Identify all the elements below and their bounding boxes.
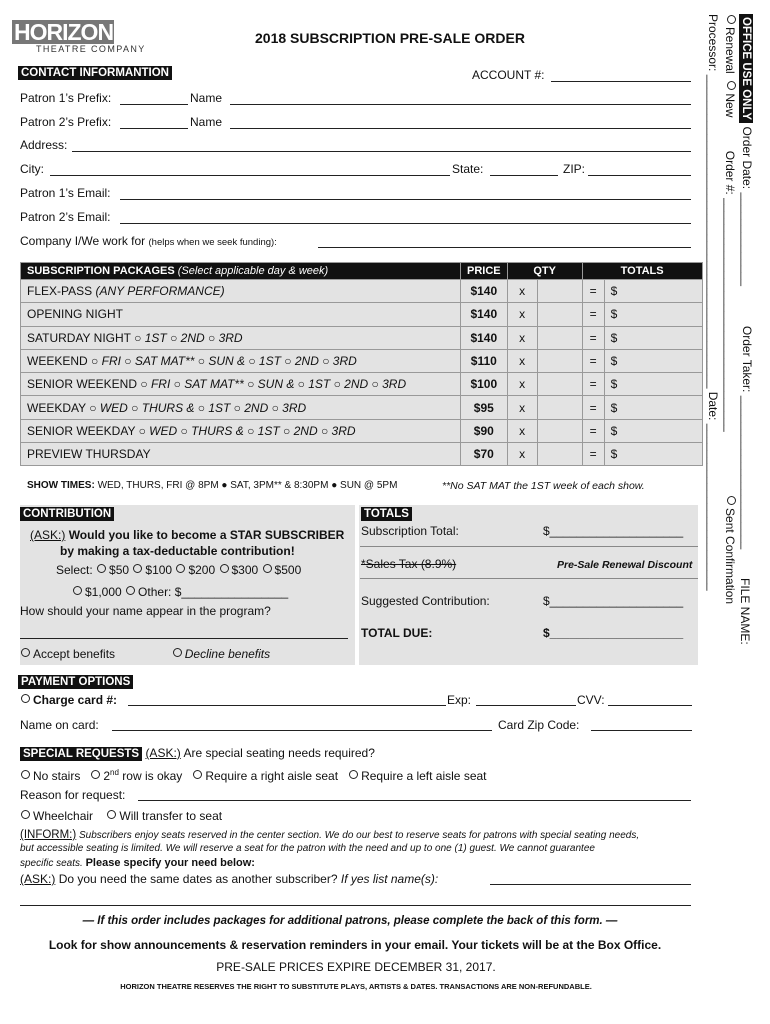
same-dates-field-2[interactable] — [20, 905, 691, 906]
inform-text-3: specific seats. — [20, 858, 83, 869]
renewal-discount-label: Pre-Sale Renewal Discount — [557, 559, 693, 571]
radio-wheelchair[interactable] — [21, 810, 30, 819]
package-price: $100 — [461, 373, 508, 396]
package-total-dollar: $ — [610, 354, 618, 369]
package-total-input[interactable] — [604, 280, 702, 303]
same-dates-ask: (ASK:) — [20, 872, 56, 886]
package-total-dollar: $ — [610, 307, 618, 322]
reason-field[interactable] — [138, 800, 691, 801]
package-name: WEEKEND — [27, 354, 88, 369]
packages-header — [21, 263, 461, 280]
second-row-suffix: nd — [110, 768, 119, 777]
package-row — [21, 280, 703, 303]
radio-100[interactable] — [133, 564, 142, 573]
package-qty-input[interactable] — [537, 443, 582, 466]
patron2-name-label: Name — [190, 115, 223, 129]
totals-divider-2 — [360, 578, 698, 579]
card-zip-label: Card Zip Code: — [498, 718, 580, 732]
special-question: Are special seating needs required? — [183, 746, 375, 760]
office-column-3: Processor: _______________________________________________ Date: _________________________ — [706, 14, 720, 591]
inform-line3 — [20, 857, 255, 869]
seating-options — [20, 768, 487, 783]
radio-accept-benefits[interactable] — [21, 648, 30, 657]
package-x: x — [507, 443, 537, 466]
package-label-cell — [21, 443, 461, 466]
radio-1000[interactable] — [73, 586, 82, 595]
patron1-prefix-field[interactable] — [120, 104, 188, 105]
suggested-contribution-label: Suggested Contribution: — [361, 594, 490, 608]
second-row-text: row is okay — [118, 769, 183, 783]
zip-field[interactable] — [588, 175, 691, 176]
package-name: OPENING NIGHT — [27, 307, 124, 322]
cvv-field[interactable] — [608, 705, 692, 706]
package-total-input[interactable] — [604, 303, 702, 326]
package-label-cell — [21, 396, 461, 419]
radio-other[interactable] — [126, 586, 135, 595]
sales-tax-label: *Sales Tax (8.9%) — [361, 557, 457, 571]
suggested-contribution-field[interactable]: $____________________ — [543, 594, 684, 608]
package-qty-input[interactable] — [537, 419, 582, 442]
new-label: New — [723, 93, 737, 118]
address-field[interactable] — [72, 151, 691, 152]
contribution-options — [56, 563, 301, 577]
patron1-name-label: Name — [190, 91, 223, 105]
footer-expiry: PRE-SALE PRICES EXPIRE DECEMBER 31, 2017. — [216, 960, 496, 974]
packages-header-note: (Select applicable day & week) — [177, 265, 329, 277]
package-note: ○ 1ST ○ 2ND ○ 3RD — [134, 330, 243, 345]
radio-new[interactable] — [727, 81, 736, 90]
package-total-dollar: $ — [610, 447, 618, 462]
patron1-name-field[interactable] — [230, 104, 691, 105]
package-x: x — [507, 373, 537, 396]
radio-right-aisle[interactable] — [193, 770, 202, 779]
footer-announcements: Look for show announcements & reservation reminders in your email. Your tickets will be at the Box Office. — [48, 938, 662, 952]
file-name-label: FILE NAME: — [738, 578, 752, 645]
charge-card-label — [20, 693, 117, 707]
company-field[interactable] — [318, 247, 691, 248]
order-date-label: Order Date: — [740, 126, 754, 190]
renewal-label: Renewal — [723, 27, 737, 74]
package-equals: = — [582, 349, 604, 372]
package-equals: = — [582, 419, 604, 442]
totals-column-header: TOTALS — [582, 263, 702, 280]
name-on-card-field[interactable] — [112, 730, 492, 731]
contribution-options-2 — [72, 585, 288, 599]
opt-other-label: Other: $________________ — [138, 585, 289, 599]
contribution-question — [30, 528, 344, 542]
package-x: x — [507, 303, 537, 326]
card-zip-field[interactable] — [591, 730, 692, 731]
package-total-dollar: $ — [610, 284, 618, 299]
special-ask: (ASK:) — [145, 746, 181, 760]
totals-header: TOTALS — [361, 507, 412, 521]
radio-decline-benefits[interactable] — [173, 648, 182, 657]
package-name: FLEX-PASS — [27, 284, 93, 299]
benefits-options — [20, 647, 270, 661]
exp-field[interactable] — [476, 705, 576, 706]
radio-no-stairs[interactable] — [21, 770, 30, 779]
package-price: $90 — [461, 419, 508, 442]
program-name-question: How should your name appear in the program? — [20, 604, 271, 618]
package-label-cell — [21, 419, 461, 442]
package-total-input[interactable] — [604, 373, 702, 396]
inform-text-1: Subscribers enjoy seats reserved in the center section. We do our best to reserve seats for patrons with special seating needs, — [79, 830, 640, 841]
total-due-field[interactable]: $____________________ — [543, 626, 684, 640]
packages-table — [20, 262, 703, 466]
right-aisle-label: Require a right aisle seat — [205, 769, 339, 783]
radio-transfer[interactable] — [107, 810, 116, 819]
opt-100-label: $100 — [145, 563, 173, 577]
price-column-header: PRICE — [461, 263, 508, 280]
show-times — [27, 480, 397, 491]
address-label: Address: — [20, 138, 68, 152]
patron1-email-field[interactable] — [120, 199, 691, 200]
radio-500[interactable] — [263, 564, 272, 573]
package-name: WEEKDAY — [27, 400, 86, 415]
radio-renewal[interactable] — [727, 15, 736, 24]
package-name: SENIOR WEEKEND — [27, 377, 138, 392]
package-equals: = — [582, 280, 604, 303]
contribution-header: CONTRIBUTION — [20, 507, 114, 521]
inform-line1 — [20, 829, 639, 841]
radio-200[interactable] — [176, 564, 185, 573]
package-row — [21, 373, 703, 396]
package-price: $110 — [461, 349, 508, 372]
no-stairs-label: No stairs — [33, 769, 81, 783]
city-label: City: — [20, 162, 44, 176]
package-name: PREVIEW THURSDAY — [27, 447, 151, 462]
qty-column-header: QTY — [507, 263, 582, 280]
patron2-prefix-field[interactable] — [120, 128, 188, 129]
patron2-name-field[interactable] — [230, 128, 691, 129]
package-name: SENIOR WEEKDAY — [27, 423, 136, 438]
package-x: x — [507, 396, 537, 419]
package-note: ○ WED ○ THURS & ○ 1ST ○ 2ND ○ 3RD — [89, 400, 307, 415]
inform-bold: Please specify your need below: — [85, 857, 255, 869]
patron1-prefix-label: Patron 1’s Prefix: — [20, 91, 112, 105]
package-label-cell — [21, 326, 461, 349]
opt-500-label: $500 — [274, 563, 302, 577]
package-price: $140 — [461, 326, 508, 349]
name-on-card-label: Name on card: — [20, 718, 99, 732]
contribution-question-line2: by making a tax-deductable contribution! — [60, 544, 295, 558]
opt-200-label: $200 — [188, 563, 216, 577]
opt-300-label: $300 — [231, 563, 259, 577]
exp-label: Exp: — [447, 693, 472, 707]
sent-confirmation-label: Sent Confirmation — [723, 508, 737, 605]
inform-text-2: but accessible seating is limited. We will reserve a seat for the patron with the need and up to one (1) guest. We cannot guarantee — [20, 843, 595, 854]
patron2-email-field[interactable] — [120, 223, 691, 224]
package-name: SATURDAY NIGHT — [27, 330, 131, 345]
file-name-area — [738, 578, 752, 645]
package-x: x — [507, 349, 537, 372]
package-qty-input[interactable] — [537, 280, 582, 303]
special-requests-header: SPECIAL REQUESTS — [20, 747, 142, 761]
radio-second-row[interactable] — [91, 770, 100, 779]
company-label-text: Company I/We work for — [20, 234, 146, 248]
package-total-dollar: $ — [610, 377, 618, 392]
radio-left-aisle[interactable] — [349, 770, 358, 779]
packages-header-title: SUBSCRIPTION PACKAGES — [27, 265, 175, 277]
package-equals: = — [582, 396, 604, 419]
package-x: x — [507, 326, 537, 349]
package-total-input[interactable] — [604, 419, 702, 442]
package-total-input[interactable] — [604, 396, 702, 419]
packages-body — [21, 280, 703, 466]
package-qty-input[interactable] — [537, 326, 582, 349]
zip-label: ZIP: — [563, 162, 586, 176]
package-label-cell — [21, 349, 461, 372]
package-total-dollar: $ — [610, 400, 618, 415]
package-note: ○ WED ○ THURS & ○ 1ST ○ 2ND ○ 3RD — [138, 423, 356, 438]
office-column-2: Renewal New Order #: ___________________________________ Sent Confirmation — [723, 14, 737, 604]
package-equals: = — [582, 443, 604, 466]
radio-50[interactable] — [97, 564, 106, 573]
patron2-prefix-label: Patron 2’s Prefix: — [20, 115, 112, 129]
city-field[interactable] — [50, 175, 450, 176]
package-x: x — [507, 280, 537, 303]
package-total-dollar: $ — [610, 330, 618, 345]
state-field[interactable] — [490, 175, 558, 176]
totals-divider — [360, 546, 698, 547]
contact-header: CONTACT INFORMANTION — [18, 66, 172, 80]
wheelchair-label: Wheelchair — [33, 809, 94, 823]
inform-label: (INFORM:) — [20, 829, 77, 841]
accept-benefits-label: Accept benefits — [33, 647, 116, 661]
cvv-label: CVV: — [577, 693, 605, 707]
same-dates-list: If yes list name(s): — [340, 872, 439, 886]
package-price: $140 — [461, 280, 508, 303]
account-label: ACCOUNT #: — [472, 68, 545, 82]
charge-card-text: Charge card #: — [33, 693, 118, 707]
package-qty-input[interactable] — [537, 303, 582, 326]
same-dates-field[interactable] — [490, 884, 691, 885]
package-total-input[interactable] — [604, 326, 702, 349]
no-sat-mat-note: **No SAT MAT the 1ST week of each show. — [442, 480, 645, 492]
subscription-total-label: Subscription Total: — [361, 524, 459, 538]
order-number-label: Order #: — [723, 150, 737, 195]
package-label-cell — [21, 303, 461, 326]
patron1-email-label: Patron 1’s Email: — [20, 186, 111, 200]
show-times-label: SHOW TIMES: — [27, 480, 95, 491]
package-row — [21, 326, 703, 349]
account-field[interactable] — [551, 81, 691, 82]
radio-300[interactable] — [220, 564, 229, 573]
opt-1000-label: $1,000 — [85, 585, 122, 599]
package-total-input[interactable] — [604, 443, 702, 466]
package-total-dollar: $ — [610, 423, 618, 438]
subscription-total-field[interactable]: $____________________ — [543, 524, 684, 538]
patron2-email-label: Patron 2’s Email: — [20, 210, 111, 224]
program-name-field[interactable] — [20, 638, 348, 639]
package-row — [21, 443, 703, 466]
footer-disclaimer: HORIZON THEATRE RESERVES THE RIGHT TO SUBSTITUTE PLAYS, ARTISTS & DATES. TRANSACTIONS ARE NON-REFUNDABLE. — [120, 982, 592, 991]
package-note: ○ FRI ○ SAT MAT** ○ SUN & ○ 1ST ○ 2ND ○ 3RD — [91, 354, 357, 369]
package-note: (ANY PERFORMANCE) — [95, 284, 225, 299]
package-qty-input[interactable] — [537, 396, 582, 419]
card-number-field[interactable] — [128, 705, 446, 706]
total-due-label: TOTAL DUE: — [361, 626, 433, 640]
logo: HORIZON — [14, 19, 114, 45]
state-label: State: — [452, 162, 484, 176]
second-row-number: 2 — [103, 769, 111, 783]
package-qty-input[interactable] — [537, 373, 582, 396]
reason-label: Reason for request: — [20, 788, 126, 802]
same-dates-question — [20, 872, 438, 886]
special-requests-heading — [20, 746, 375, 760]
package-x: x — [507, 419, 537, 442]
packages-header-row — [21, 263, 703, 280]
package-qty-input[interactable] — [537, 349, 582, 372]
package-label-cell — [21, 280, 461, 303]
package-row — [21, 303, 703, 326]
contribution-ask: (ASK:) — [30, 528, 66, 542]
logo-subtitle: THEATRE COMPANY — [36, 44, 146, 54]
company-note: (helps when we seek funding): — [148, 237, 277, 248]
date-label: Date: — [706, 391, 720, 421]
order-taker-label: Order Taker: — [740, 325, 754, 393]
contribution-question-line1: Would you like to become a STAR SUBSCRIBER — [68, 528, 345, 542]
package-equals: = — [582, 326, 604, 349]
package-total-input[interactable] — [604, 349, 702, 372]
footer-additional-patrons: — If this order includes packages for additional patrons, please complete the back of this form. — — [82, 915, 618, 927]
select-label: Select: — [56, 563, 93, 577]
radio-charge-card[interactable] — [21, 694, 30, 703]
package-equals: = — [582, 373, 604, 396]
second-row-label — [103, 769, 182, 783]
office-column-1: OFFICE USE ONLY Order Date: ______________ Order Taker: _______________________ — [740, 14, 754, 549]
same-dates-text: Do you need the same dates as another subscriber? — [58, 872, 338, 886]
processor-label: Processor: — [706, 14, 720, 72]
payment-header: PAYMENT OPTIONS — [18, 675, 133, 689]
office-header: OFFICE USE ONLY — [739, 14, 753, 123]
package-row — [21, 419, 703, 442]
package-row — [21, 396, 703, 419]
show-times-text: WED, THURS, FRI @ 8PM ● SAT, 3PM** & 8:30PM ● SUN @ 5PM — [97, 480, 398, 491]
company-label — [20, 234, 277, 248]
package-price: $95 — [461, 396, 508, 419]
package-price: $70 — [461, 443, 508, 466]
package-equals: = — [582, 303, 604, 326]
package-note: ○ FRI ○ SAT MAT** ○ SUN & ○ 1ST ○ 2ND ○ 3RD — [140, 377, 407, 392]
checkbox-sent-confirmation[interactable] — [727, 496, 736, 505]
transfer-label: Will transfer to seat — [119, 809, 223, 823]
page-title: 2018 SUBSCRIPTION PRE-SALE ORDER — [255, 30, 525, 46]
left-aisle-label: Require a left aisle seat — [361, 769, 487, 783]
package-label-cell — [21, 373, 461, 396]
decline-benefits-label: Decline benefits — [184, 647, 271, 661]
opt-50-label: $50 — [109, 563, 130, 577]
wheelchair-options — [20, 809, 222, 823]
package-row — [21, 349, 703, 372]
package-price: $140 — [461, 303, 508, 326]
